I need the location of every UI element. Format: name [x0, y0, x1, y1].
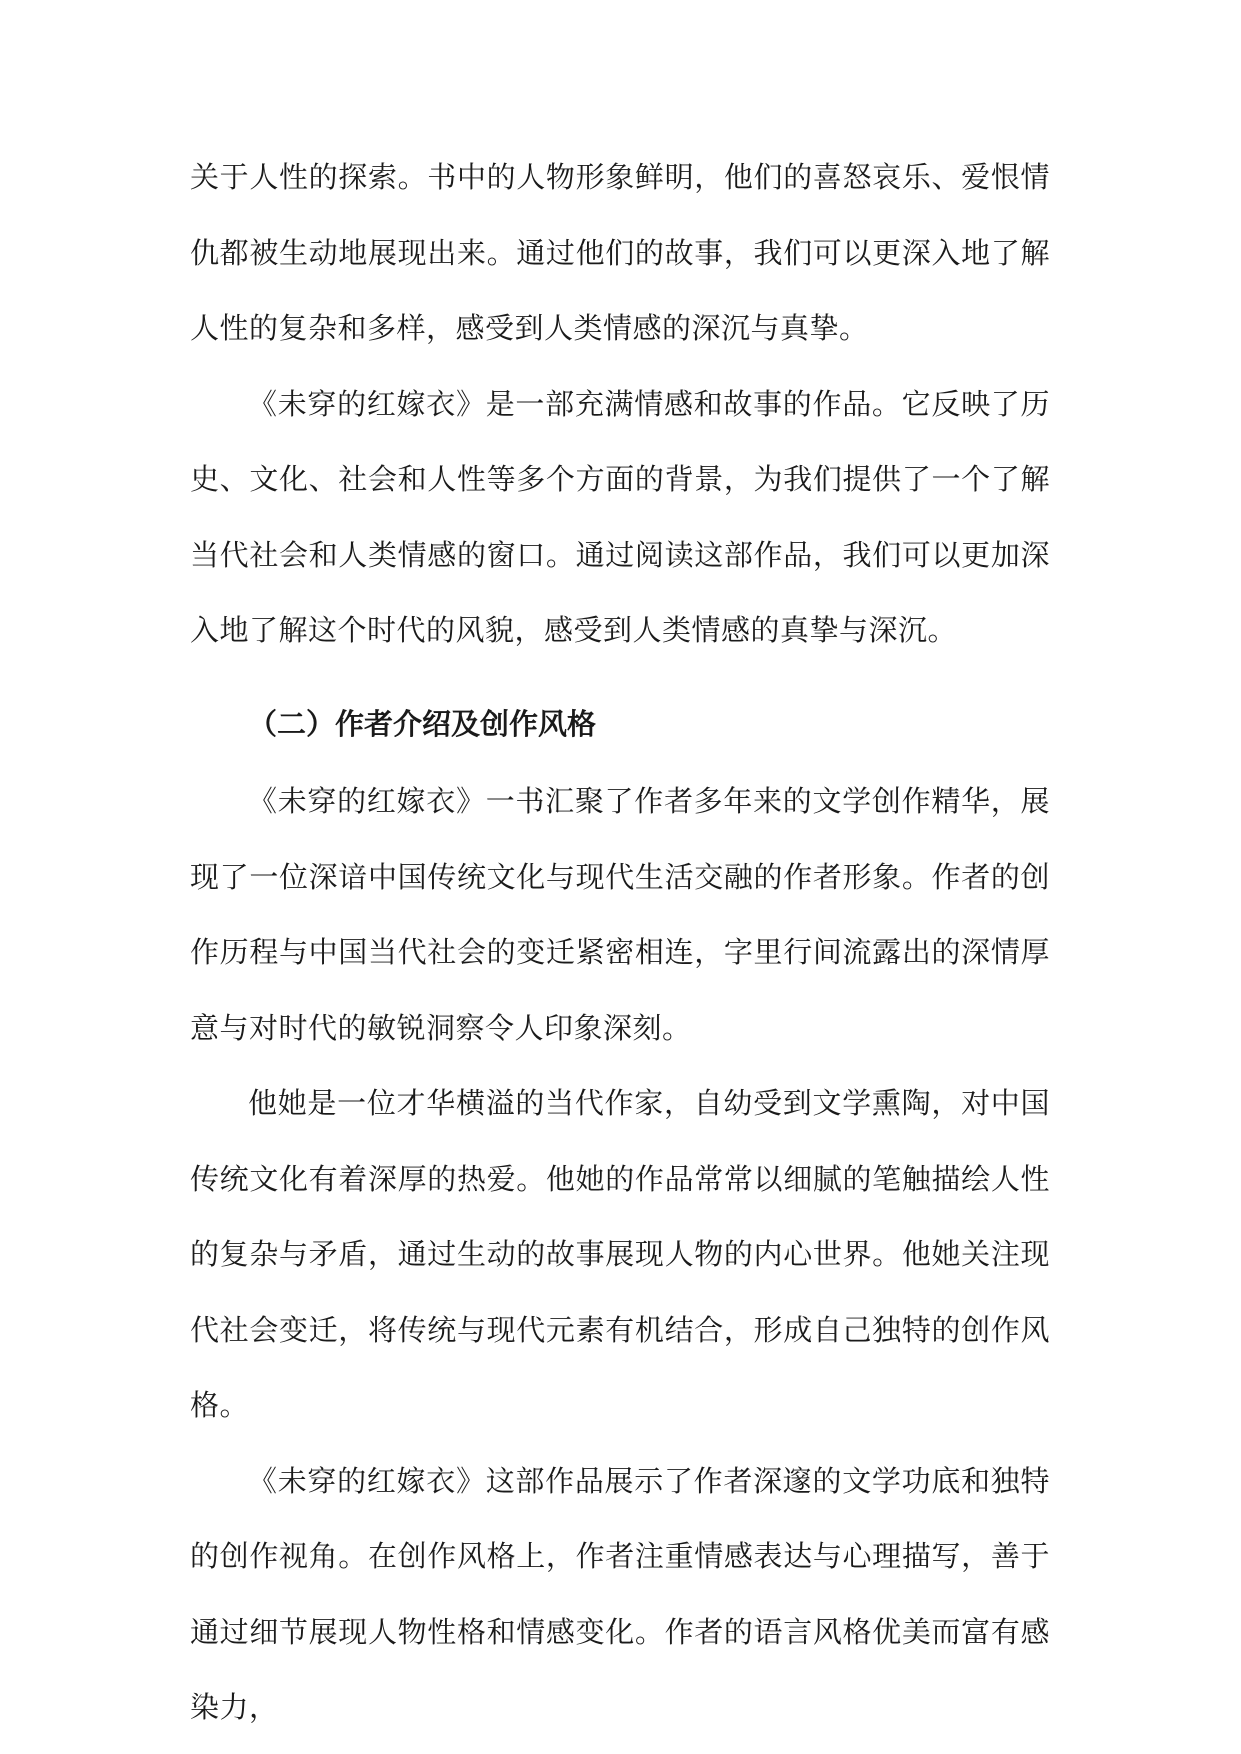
body-paragraph: 关于人性的探索。书中的人物形象鲜明，他们的喜怒哀乐、爱恨情仇都被生动地展现出来。通过他们的故事，我们可以更深入地了解人性的复杂和多样，感受到人类情感的深沉与真挚。 — [190, 160, 1050, 345]
body-paragraph: 《未穿的红嫁衣》一书汇聚了作者多年来的文学创作精华，展现了一位深谙中国传统文化与现代生活交融的作者形象。作者的创作历程与中国当代社会的变迁紧密相连，字里行间流露出的深情厚意与对时代的敏锐洞察令人印象深刻。 — [190, 784, 1050, 1045]
body-paragraph: 他她是一位才华横溢的当代作家，自幼受到文学熏陶，对中国传统文化有着深厚的热爱。他她的作品常常以细腻的笔触描绘人性的复杂与矛盾，通过生动的故事展现人物的内心世界。他她关注现代社会变迁，将传统与现代元素有机结合，形成自己独特的创作风格。 — [190, 1086, 1050, 1422]
section-heading: （二）作者介绍及创作风格 — [248, 706, 597, 741]
document-page — [190, 140, 1050, 1746]
body-paragraph: 《未穿的红嫁衣》这部作品展示了作者深邃的文学功底和独特的创作视角。在创作风格上，作者注重情感表达与心理描写，善于通过细节展现人物性格和情感变化。作者的语言风格优美而富有感染力， — [190, 1463, 1050, 1724]
body-paragraph: 《未穿的红嫁衣》是一部充满情感和故事的作品。它反映了历史、文化、社会和人性等多个方面的背景，为我们提供了一个了解当代社会和人类情感的窗口。通过阅读这部作品，我们可以更加深入地了解这个时代的风貌，感受到人类情感的真挚与深沉。 — [190, 386, 1050, 647]
